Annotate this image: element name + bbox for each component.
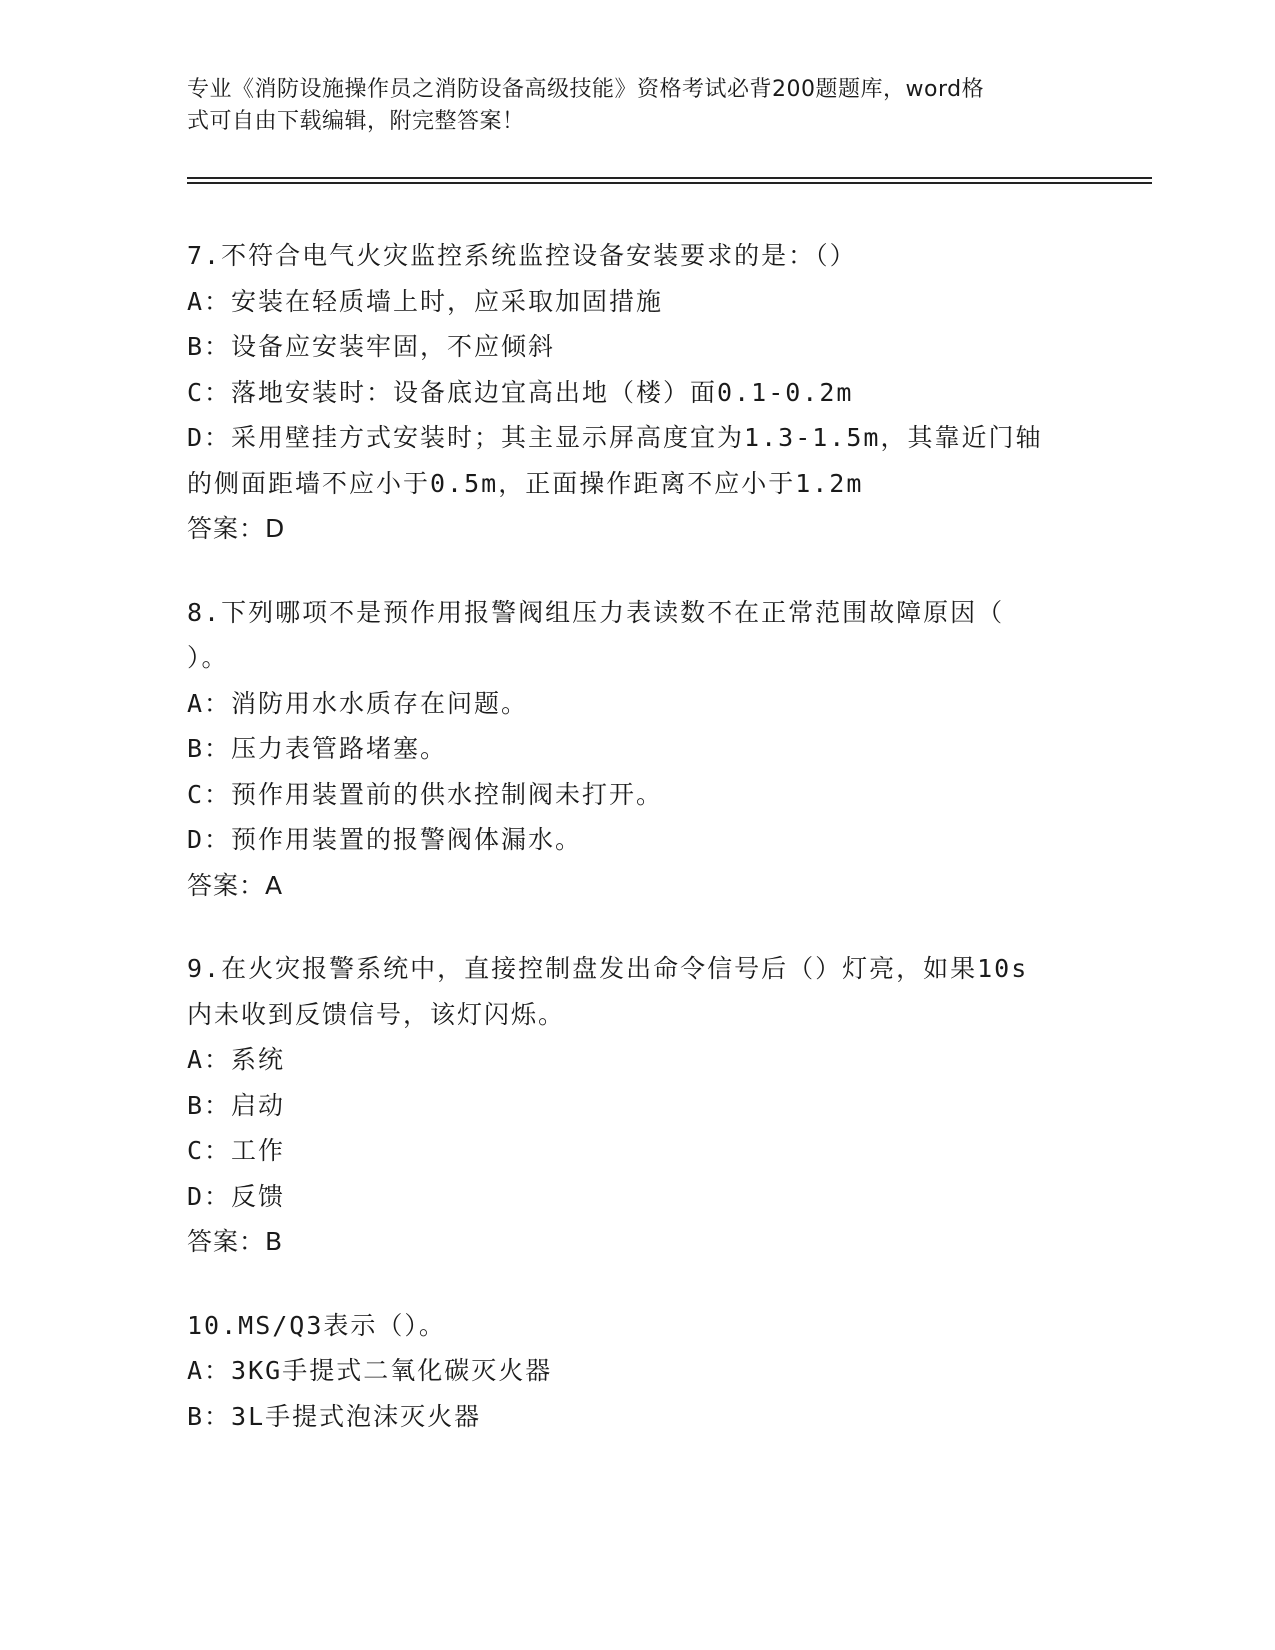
question-9 [187, 946, 1087, 1265]
question-stem-continued: ）。 [187, 643, 229, 672]
answer-line: 答案：A [187, 870, 284, 900]
option-a: A：系统 [187, 1045, 286, 1074]
question-stem: 8.下列哪项不是预作用报警阀组压力表读数不在正常范围故障原因（ [187, 597, 1005, 627]
option-c: C：落地安装时：设备底边宜高出地（楼）面0.1-0.2m [187, 377, 854, 407]
option-b: B：3L手提式泡沫灭火器 [187, 1401, 482, 1431]
question-8 [187, 590, 1087, 909]
header-line-2: 式可自由下载编辑，附完整答案！ [187, 109, 525, 134]
question-7 [187, 233, 1087, 552]
header-divider-bottom [187, 182, 1152, 184]
answer-line: 答案：B [187, 1227, 284, 1256]
option-c: C：预作用装置前的供水控制阀未打开。 [187, 779, 664, 809]
question-list [187, 233, 1087, 1477]
option-b: B：压力表管路堵塞。 [187, 734, 448, 763]
question-stem-continued: 内未收到反馈信号，该灯闪烁。 [187, 999, 566, 1029]
option-b: B：启动 [187, 1090, 286, 1120]
option-c: C：工作 [187, 1136, 286, 1165]
option-d-continued: 的侧面距墙不应小于0.5m，正面操作距离不应小于1.2m [187, 468, 864, 498]
option-d: D：采用壁挂方式安装时；其主显示屏高度宜为1.3-1.5m，其靠近门轴 [187, 423, 1043, 452]
header-divider-top [187, 177, 1152, 179]
option-a: A：消防用水水质存在问题。 [187, 688, 529, 718]
question-stem: 7.不符合电气火灾监控系统监控设备安装要求的是：（） [187, 241, 857, 270]
header-line-1: 专业《消防设施操作员之消防设备高级技能》资格考试必背200题题库，word格 [187, 77, 985, 102]
question-10 [187, 1303, 1087, 1440]
option-a: A：安装在轻质墙上时，应采取加固措施 [187, 286, 664, 316]
answer-line: 答案：D [187, 514, 286, 543]
option-d: D：反馈 [187, 1181, 286, 1211]
option-a: A：3KG手提式二氧化碳灭火器 [187, 1356, 553, 1385]
option-b: B：设备应安装牢固，不应倾斜 [187, 332, 556, 361]
document-header [187, 74, 1087, 138]
question-stem: 10.MS/Q3表示（）。 [187, 1310, 446, 1340]
question-stem: 9.在火灾报警系统中，直接控制盘发出命令信号后（）灯亮，如果10s [187, 954, 1029, 983]
option-d: D：预作用装置的报警阀体漏水。 [187, 825, 583, 854]
